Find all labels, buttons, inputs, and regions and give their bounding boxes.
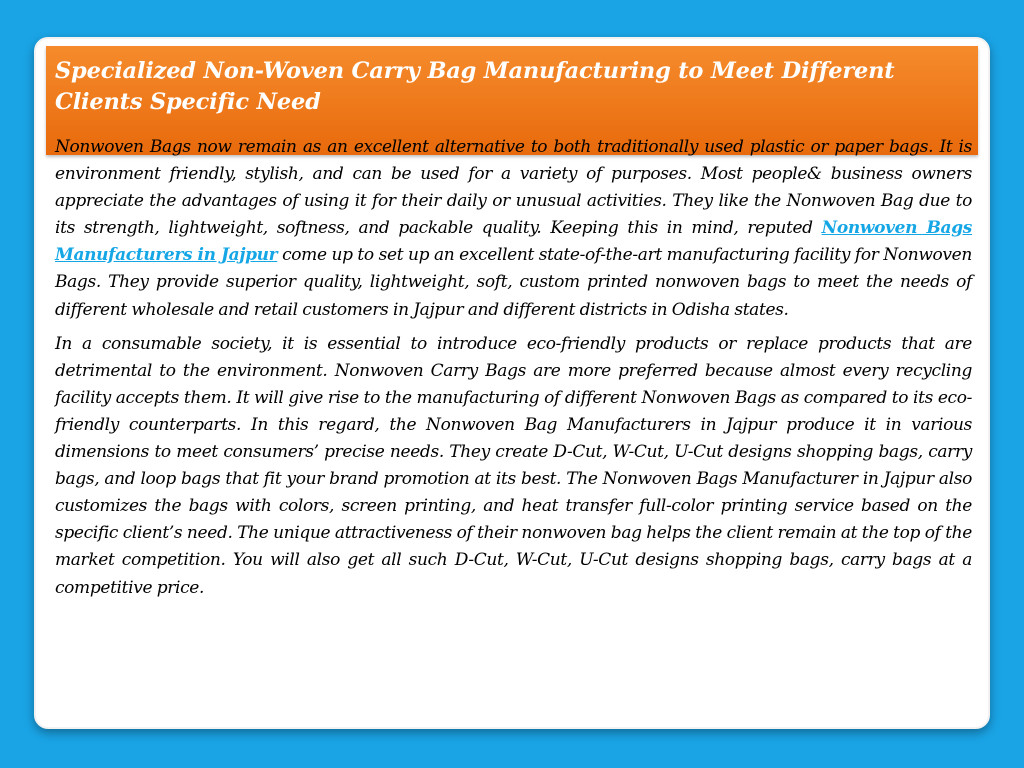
paragraph-1 <box>55 134 972 324</box>
slide-card <box>34 37 990 729</box>
paragraph-2: In a consumable society, it is essential to introduce eco-friendly products or replace products that are detrimental to the environment. Nonwoven Carry Bags are more preferred because almost every recycling facility accepts them. It will give rise to the manufacturing of different Nonwoven Bags as compared to its eco-friendly counterparts. In this regard, the Nonwoven Bag Manufacturers in Jajpur produce it in various dimensions to meet consumers’ precise needs. They create D-Cut, W-Cut, U-Cut designs shopping bags, carry bags, and loop bags that fit your brand promotion at its best. The Nonwoven Bags Manufacturer in Jajpur also customizes the bags with colors, screen printing, and heat transfer full-color printing service based on the specific client’s need. The unique attractiveness of their nonwoven bag helps the client remain at the top of the market competition. You will also get all such D-Cut, W-Cut, U-Cut designs shopping bags, carry bags at a competitive price. <box>55 333 972 598</box>
slide-title: Specialized Non-Woven Carry Bag Manufacturing to Meet Different Clients Specific Need <box>55 58 895 115</box>
paragraph-1-text-after-link: come up to set up an excellent state-of-the-art manufacturing facility for Nonwoven Bags. They provide superior quality, lightweight, soft, custom printed nonwoven bags to meet the needs of different wholesale and retail customers in Jajpur and different districts in Odisha states. <box>55 245 972 320</box>
paragraph-1-text-before-link: Nonwoven Bags now remain as an excellent alternative to both traditionally used plastic or paper bags. It is environment friendly, stylish, and can be used for a variety of purposes. Most people& business owners appreciate the advantages of using it for their daily or unusual activities. They like the Nonwoven Bag due to its strength, lightweight, softness, and packable quality. Keeping this in mind, reputed <box>55 137 972 239</box>
slide-body <box>55 134 972 609</box>
manufacturers-link[interactable]: Nonwoven Bags Manufacturers in Jajpur <box>55 218 972 266</box>
